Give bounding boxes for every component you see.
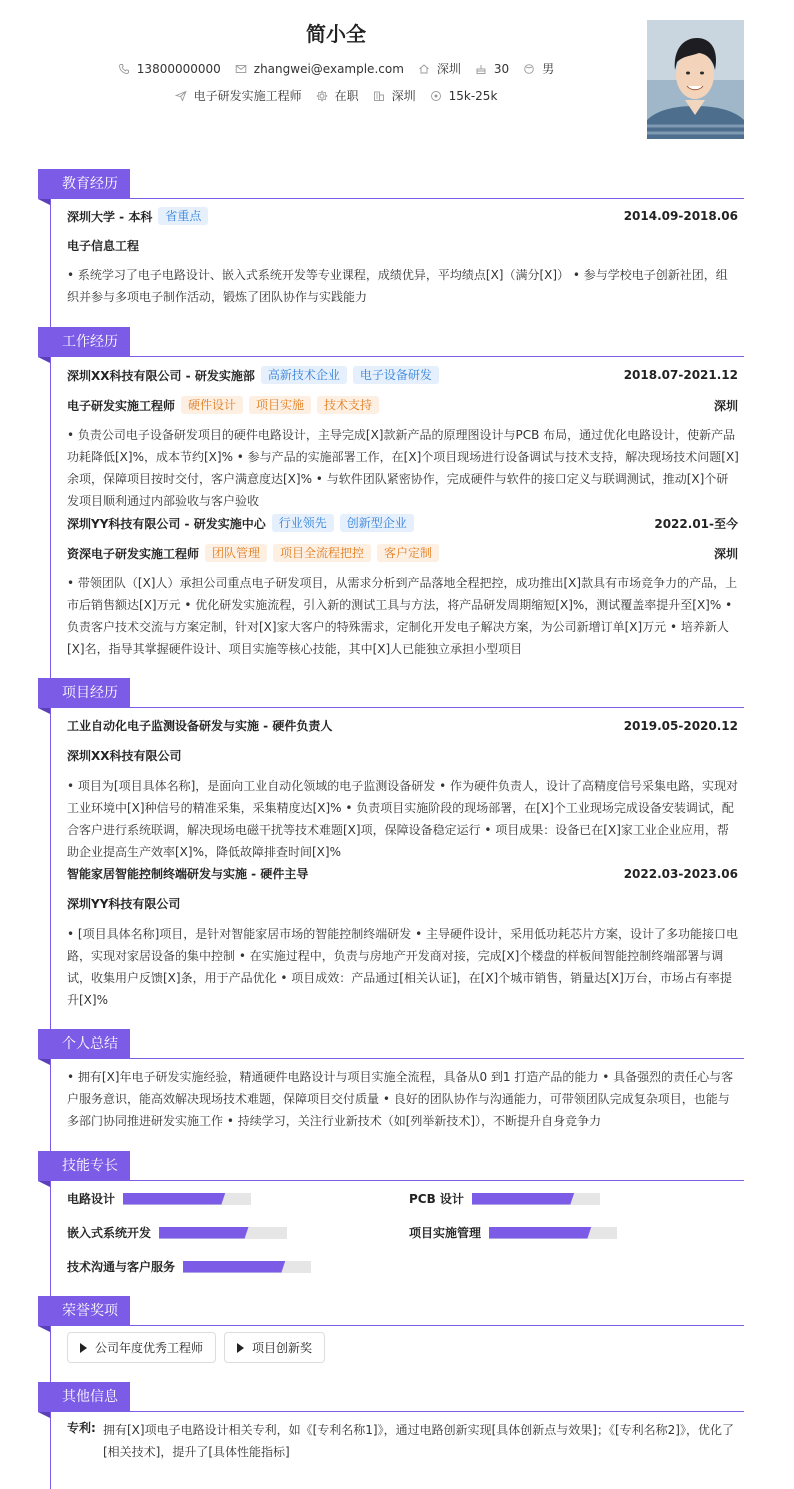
gender-item bbox=[523, 60, 554, 77]
patent-label: 专利: bbox=[67, 1421, 96, 1435]
section-fold bbox=[38, 1181, 50, 1187]
section-divider bbox=[38, 1325, 744, 1326]
work-company-row bbox=[67, 514, 738, 532]
company-tag: 高新技术企业 bbox=[261, 366, 347, 384]
section-divider bbox=[38, 198, 744, 199]
project-company-row bbox=[67, 895, 738, 912]
skill-name: 电路设计 bbox=[67, 1192, 116, 1206]
section-work-title: 工作经历 bbox=[38, 327, 130, 357]
skill-bar bbox=[183, 1261, 311, 1273]
project-desc: • [项目具体名称]项目，是针对智能家居市场的智能控制终端研发 • 主导硬件设计，采用低功耗芯片方案，设计了多功能接口电路，实现对家居设备的集中控制 • 在实施过程中，负责与房地产开发商对接，完成[X]个楼盘的样板间智能控制终端部署与调试，收集用户反馈[X]条，用于产品优化 • 项目成效：产品通过[相关认证]，在[X]个城市销售，销量达[X]万台，市场占有率提升[X]% bbox=[67, 927, 738, 1007]
target-city-item bbox=[373, 87, 416, 104]
project-company-row bbox=[67, 747, 738, 764]
project-row bbox=[67, 717, 738, 734]
position-text: 电子研发实施工程师 bbox=[193, 89, 302, 103]
school-name: 深圳大学 - 本科 bbox=[67, 209, 153, 224]
cake-icon bbox=[475, 63, 487, 75]
section-fold bbox=[38, 357, 50, 363]
mail-icon bbox=[235, 63, 247, 75]
project-name: 工业自动化电子监测设备研发与实施 - 硬件负责人 bbox=[67, 719, 333, 733]
work-desc: • 负责公司电子设备研发项目的硬件电路设计，主导完成[X]款新产品的原理图设计与PCB 布局，通过优化电路设计，使新产品功耗降低[X]%，成本节约[X]% • 参与产品的实施部署工作，在[X]个项目现场进行设备调试与技术支持，解决现场技术问题[X]余项，保障项目按时交付，客户满意度达[X]% • 与软件团队紧密协作，完成硬件与软件的接口定义与联调测试，推动[X]个研发项目顺利通过内部验收与客户验收 bbox=[67, 428, 739, 508]
award-name: 项目创新奖 bbox=[252, 1341, 313, 1355]
position-item bbox=[175, 87, 302, 104]
gender-text: 男 bbox=[542, 62, 555, 76]
project-row bbox=[67, 865, 738, 882]
job-title: 电子研发实施工程师 bbox=[67, 398, 176, 413]
education-desc: • 系统学习了电子电路设计、嵌入式系统开发等专业课程，成绩优异，平均绩点[X]（满分[X]） • 参与学校电子创新社团，组织并参与多项电子制作活动，锻炼了团队协作与实践能力 bbox=[67, 268, 728, 304]
send-icon bbox=[175, 90, 187, 102]
work-title-row bbox=[67, 544, 738, 562]
section-project-title: 项目经历 bbox=[38, 678, 130, 708]
work-date: 2022.01-至今 bbox=[654, 516, 738, 531]
email-item bbox=[235, 62, 404, 76]
city-item bbox=[418, 60, 461, 77]
status-text: 在职 bbox=[334, 89, 359, 103]
phone-icon bbox=[118, 63, 130, 75]
skill-bar-fill bbox=[489, 1227, 591, 1239]
resume-header bbox=[0, 0, 794, 150]
project-date: 2022.03-2023.06 bbox=[623, 866, 738, 881]
skill-bar bbox=[123, 1193, 251, 1205]
section-skills-title: 技能专长 bbox=[38, 1151, 130, 1181]
skill-name: 项目实施管理 bbox=[409, 1226, 482, 1240]
salary-item bbox=[430, 89, 498, 103]
school-tag: 省重点 bbox=[158, 207, 208, 225]
skill-tag: 硬件设计 bbox=[181, 396, 243, 414]
project-date: 2019.05-2020.12 bbox=[623, 718, 738, 733]
candidate-name: 简小全 bbox=[306, 22, 366, 46]
work-location: 深圳 bbox=[713, 398, 738, 413]
triangle-icon bbox=[237, 1343, 244, 1353]
coin-icon bbox=[430, 90, 442, 102]
gear-icon bbox=[316, 90, 328, 102]
work-date: 2018.07-2021.12 bbox=[623, 368, 738, 382]
skill-bar-fill bbox=[183, 1261, 285, 1273]
profile-photo bbox=[647, 20, 744, 139]
triangle-icon bbox=[80, 1343, 87, 1353]
building-icon bbox=[373, 90, 385, 102]
target-city-text: 深圳 bbox=[391, 89, 416, 103]
salary-text: 15k-25k bbox=[448, 88, 498, 103]
skill-item bbox=[67, 1190, 251, 1207]
section-divider bbox=[38, 1411, 744, 1412]
work-company-row bbox=[67, 366, 738, 384]
skill-item bbox=[409, 1224, 617, 1241]
work-desc: • 带领团队（[X]人）承担公司重点电子研发项目，从需求分析到产品落地全程把控，成功推出[X]款具有市场竞争力的产品，上市后销售额达[X]万元 • 优化研发实施流程，引入新的测试工具与方法，将产品研发周期缩短[X]%，测试覆盖率提升至[X]% • 负责客户技术交流与方案定制，针对[X]家大客户的特殊需求，定制化开发电子解决方案，为公司新增订单[X]万元 • 培养新人[X]名，指导其掌握硬件设计、项目实施等核心技能，其中[X]人已能独立承担小型项目 bbox=[67, 576, 738, 656]
skill-tag: 客户定制 bbox=[377, 544, 439, 562]
skill-name: 技术沟通与客户服务 bbox=[67, 1260, 176, 1274]
job-intent-row bbox=[0, 87, 672, 104]
skill-bar bbox=[159, 1227, 287, 1239]
email-text: zhangwei@example.com bbox=[253, 61, 404, 76]
skill-name: PCB 设计 bbox=[409, 1192, 464, 1206]
major-row bbox=[67, 237, 738, 254]
summary-text: • 拥有[X]年电子研发实施经验，精通硬件电路设计与项目实施全流程，具备从0 到1 打造产品的能力 • 具备强烈的责任心与客户服务意识，能高效解决现场技术难题，保障项目交付质量 • 良好的团队协作与沟通能力，可带领团队完成复杂项目，也能与多部门协同推进研发实施工作 • 持续学习，关注行业新技术（如[列举新技术]），不断提升自身竞争力 bbox=[67, 1070, 734, 1128]
skill-bar bbox=[489, 1227, 617, 1239]
age-item bbox=[475, 62, 509, 76]
skill-tag: 团队管理 bbox=[205, 544, 267, 562]
skill-name: 嵌入式系统开发 bbox=[67, 1226, 152, 1240]
skill-bar-fill bbox=[472, 1193, 574, 1205]
section-other-title: 其他信息 bbox=[38, 1382, 130, 1412]
home-icon bbox=[418, 63, 430, 75]
skill-item bbox=[409, 1190, 600, 1207]
project-name: 智能家居智能控制终端研发与实施 - 硬件主导 bbox=[67, 867, 309, 881]
skill-bar-fill bbox=[123, 1193, 225, 1205]
section-fold bbox=[38, 199, 50, 205]
project-desc: • 项目为[项目具体名称]，是面向工业自动化领域的电子监测设备研发 • 作为硬件负责人，设计了高精度信号采集电路，实现对工业环境中[X]种信号的精准采集，采集精度达[X]% • 负责项目实施阶段的现场部署，在[X]个工业现场完成设备安装调试，配合客户进行系统联调，解决现场电磁干扰等技术难题[X]项，保障设备稳定运行 • 项目成果：设备已在[X]家工业企业应用，帮助企业提高生产效率[X]%，降低故障排查时间[X]% bbox=[67, 779, 738, 859]
section-fold bbox=[38, 1412, 50, 1418]
education-date: 2014.09-2018.06 bbox=[623, 209, 738, 223]
timeline-line bbox=[50, 193, 51, 1489]
section-divider bbox=[38, 1058, 744, 1059]
patent-text: 拥有[X]项电子电路设计相关专利，如《[专利名称1]》，通过电路创新实现[具体创新点与效果]；《[专利名称2]》，优化了[相关技术]，提升了[具体性能指标] bbox=[103, 1423, 734, 1459]
section-summary-title: 个人总结 bbox=[38, 1029, 130, 1059]
gender-icon bbox=[523, 63, 535, 75]
education-row bbox=[67, 207, 738, 225]
skill-bar-fill bbox=[159, 1227, 249, 1239]
award-name: 公司年度优秀工程师 bbox=[95, 1341, 204, 1355]
section-divider bbox=[38, 707, 744, 708]
section-divider bbox=[38, 356, 744, 357]
company-tag: 创新型企业 bbox=[340, 514, 414, 532]
contact-row bbox=[0, 60, 672, 77]
work-location: 深圳 bbox=[713, 546, 738, 561]
skill-bar bbox=[472, 1193, 600, 1205]
company-tag: 行业领先 bbox=[272, 514, 334, 532]
section-fold bbox=[38, 1059, 50, 1065]
section-fold bbox=[38, 708, 50, 714]
city-text: 深圳 bbox=[436, 62, 461, 76]
company-name: 深圳XX科技有限公司 - 研发实施部 bbox=[67, 368, 255, 383]
project-company: 深圳XX科技有限公司 bbox=[67, 749, 182, 763]
skill-item bbox=[67, 1258, 311, 1275]
skill-item bbox=[67, 1224, 287, 1241]
skill-tag: 项目实施 bbox=[249, 396, 311, 414]
section-awards-title: 荣誉奖项 bbox=[38, 1296, 130, 1326]
work-title-row bbox=[67, 396, 738, 414]
section-education-title: 教育经历 bbox=[38, 169, 130, 199]
company-name: 深圳YY科技有限公司 - 研发实施中心 bbox=[67, 516, 266, 531]
company-tag: 电子设备研发 bbox=[353, 366, 439, 384]
phone-text: 13800000000 bbox=[136, 61, 221, 76]
phone-item bbox=[118, 62, 221, 76]
job-title: 资深电子研发实施工程师 bbox=[67, 546, 200, 561]
status-item bbox=[316, 87, 359, 104]
major-name: 电子信息工程 bbox=[67, 239, 140, 253]
skill-tag: 项目全流程把控 bbox=[273, 544, 371, 562]
award-item bbox=[67, 1332, 216, 1363]
age-text: 30 bbox=[493, 61, 510, 76]
section-fold bbox=[38, 1326, 50, 1332]
award-item bbox=[224, 1332, 325, 1363]
skill-tag: 技术支持 bbox=[317, 396, 379, 414]
section-divider bbox=[38, 1180, 744, 1181]
project-company: 深圳YY科技有限公司 bbox=[67, 897, 181, 911]
